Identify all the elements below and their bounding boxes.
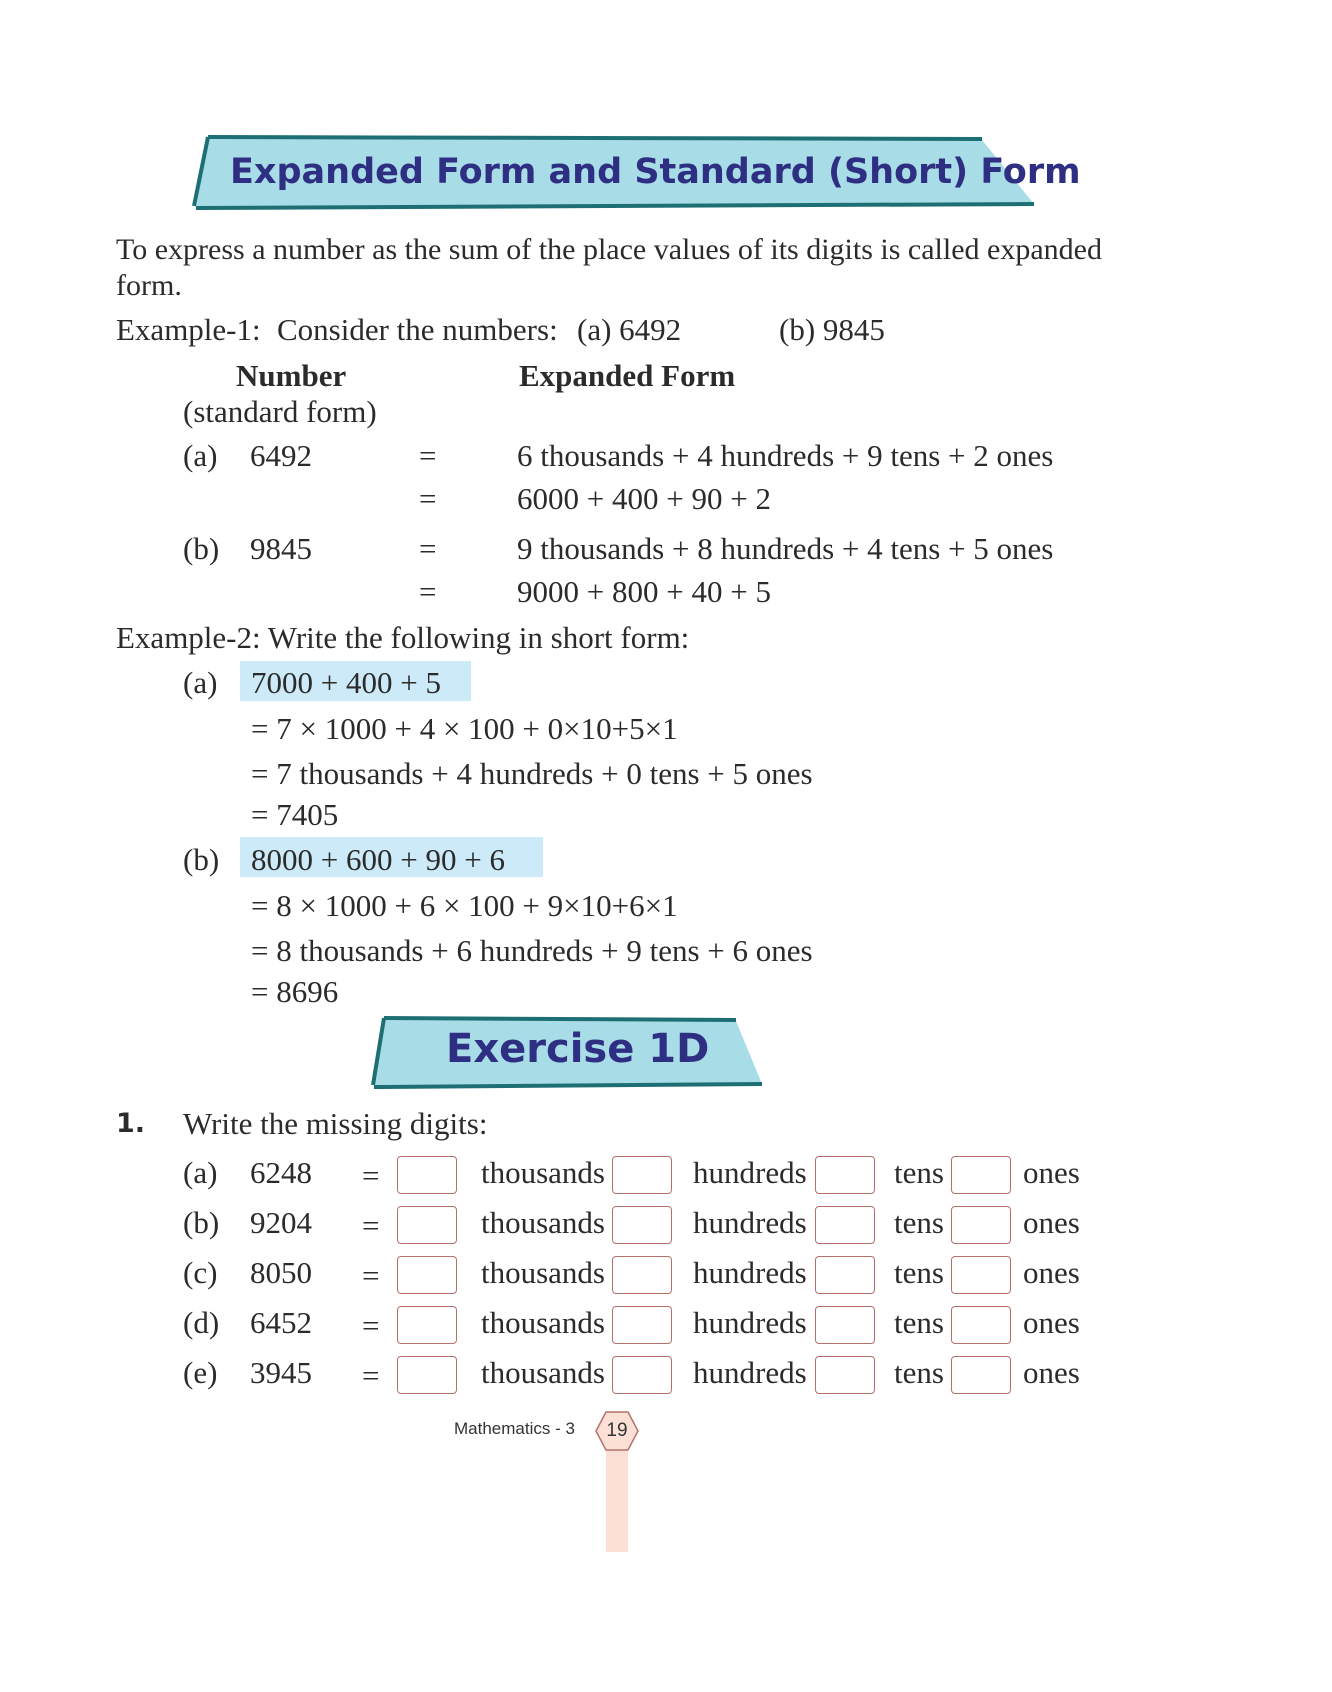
ones-label: ones (1023, 1305, 1080, 1340)
tens-answer-box[interactable] (815, 1256, 875, 1294)
exercise-row-number: 8050 (250, 1255, 312, 1290)
example2-a-expression: 7000 + 400 + 5 (251, 665, 441, 700)
column-header-number: Number (236, 358, 347, 393)
thousands-answer-box[interactable] (397, 1206, 457, 1244)
example2-b-label: (b) (183, 842, 220, 877)
tens-label: tens (894, 1205, 944, 1240)
tens-answer-box[interactable] (815, 1156, 875, 1194)
exercise-row-equals: = (362, 1308, 380, 1343)
tens-answer-box[interactable] (815, 1206, 875, 1244)
hundreds-answer-box[interactable] (612, 1256, 672, 1294)
thousands-label: thousands (481, 1255, 605, 1290)
row-a-label: (a) (183, 438, 218, 473)
ones-label: ones (1023, 1355, 1080, 1390)
ones-label: ones (1023, 1255, 1080, 1290)
exercise-row-number: 6248 (250, 1155, 312, 1190)
example2-b-result: = 8696 (251, 974, 339, 1009)
question-text: Write the missing digits: (183, 1106, 488, 1141)
ones-answer-box[interactable] (951, 1306, 1011, 1344)
row-b-expanded-values: 9000 + 800 + 40 + 5 (517, 574, 771, 609)
example2-a-step1: = 7 × 1000 + 4 × 100 + 0×10+5×1 (251, 711, 678, 746)
footer-subject: Mathematics - 3 (454, 1419, 575, 1438)
hundreds-label: hundreds (693, 1305, 807, 1340)
ones-answer-box[interactable] (951, 1356, 1011, 1394)
thousands-answer-box[interactable] (397, 1306, 457, 1344)
exercise-row-equals: = (362, 1358, 380, 1393)
hundreds-label: hundreds (693, 1255, 807, 1290)
row-a-expanded-words: 6 thousands + 4 hundreds + 9 tens + 2 ones (517, 438, 1054, 473)
ones-answer-box[interactable] (951, 1256, 1011, 1294)
row-a-equals: = (419, 438, 437, 473)
hundreds-label: hundreds (693, 1205, 807, 1240)
tens-label: tens (894, 1155, 944, 1190)
hundreds-answer-box[interactable] (612, 1306, 672, 1344)
page-number-badge (594, 1410, 640, 1452)
exercise-row-equals: = (362, 1258, 380, 1293)
example2-a-result: = 7405 (251, 797, 339, 832)
example1-prompt: Consider the numbers: (277, 312, 558, 347)
example1-label: Example-1: (116, 312, 261, 347)
ones-answer-box[interactable] (951, 1156, 1011, 1194)
exercise-row-number: 3945 (250, 1355, 312, 1390)
row-b-label: (b) (183, 531, 220, 566)
exercise-row-label: (b) (183, 1205, 220, 1240)
intro-line-2: form. (116, 269, 182, 302)
page-number-strip (606, 1450, 628, 1552)
exercise-row-label: (a) (183, 1155, 218, 1190)
hundreds-label: hundreds (693, 1355, 807, 1390)
row-a-equals-2: = (419, 481, 437, 516)
exercise-row-number: 6452 (250, 1305, 312, 1340)
thousands-label: thousands (481, 1205, 605, 1240)
row-b-expanded-words: 9 thousands + 8 hundreds + 4 tens + 5 ones (517, 531, 1054, 566)
example2-prompt: Example-2: Write the following in short form: (116, 620, 690, 655)
thousands-answer-box[interactable] (397, 1356, 457, 1394)
hundreds-answer-box[interactable] (612, 1356, 672, 1394)
exercise-row-label: (e) (183, 1355, 218, 1390)
thousands-answer-box[interactable] (397, 1156, 457, 1194)
page-number: 19 (606, 1420, 628, 1441)
example2-b-step2: = 8 thousands + 6 hundreds + 9 tens + 6 ones (251, 933, 813, 968)
example2-a-step2: = 7 thousands + 4 hundreds + 0 tens + 5 ones (251, 756, 813, 791)
example1-number-b: (b) 9845 (779, 312, 885, 347)
tens-answer-box[interactable] (815, 1356, 875, 1394)
row-a-expanded-values: 6000 + 400 + 90 + 2 (517, 481, 771, 516)
hundreds-answer-box[interactable] (612, 1206, 672, 1244)
exercise-row-equals: = (362, 1158, 380, 1193)
thousands-label: thousands (481, 1355, 605, 1390)
title-banner (190, 132, 1081, 214)
column-header-expanded: Expanded Form (519, 358, 736, 393)
row-b-number: 9845 (250, 531, 312, 566)
thousands-label: thousands (481, 1305, 605, 1340)
row-a-number: 6492 (250, 438, 312, 473)
page-title: Expanded Form and Standard (Short) Form (230, 152, 1081, 192)
intro-line-1: To express a number as the sum of the place values of its digits is called expanded (116, 233, 1102, 266)
question-number: 1. (116, 1108, 146, 1139)
example2-b-expression: 8000 + 600 + 90 + 6 (251, 842, 505, 877)
ones-label: ones (1023, 1155, 1080, 1190)
ones-answer-box[interactable] (951, 1206, 1011, 1244)
example2-a-label: (a) (183, 665, 218, 700)
exercise-title: Exercise 1D (446, 1026, 710, 1072)
example2-b-step1: = 8 × 1000 + 6 × 100 + 9×10+6×1 (251, 888, 678, 923)
tens-answer-box[interactable] (815, 1306, 875, 1344)
hundreds-label: hundreds (693, 1155, 807, 1190)
thousands-label: thousands (481, 1155, 605, 1190)
row-b-equals-2: = (419, 574, 437, 609)
exercise-row-number: 9204 (250, 1205, 312, 1240)
exercise-row-equals: = (362, 1208, 380, 1243)
tens-label: tens (894, 1355, 944, 1390)
exercise-row-label: (c) (183, 1255, 218, 1290)
thousands-answer-box[interactable] (397, 1256, 457, 1294)
column-subheader-standard: (standard form) (183, 394, 377, 429)
exercise-banner (370, 1014, 766, 1092)
tens-label: tens (894, 1255, 944, 1290)
row-b-equals: = (419, 531, 437, 566)
tens-label: tens (894, 1305, 944, 1340)
exercise-row-label: (d) (183, 1305, 220, 1340)
hundreds-answer-box[interactable] (612, 1156, 672, 1194)
example1-number-a: (a) 6492 (577, 312, 682, 347)
ones-label: ones (1023, 1205, 1080, 1240)
